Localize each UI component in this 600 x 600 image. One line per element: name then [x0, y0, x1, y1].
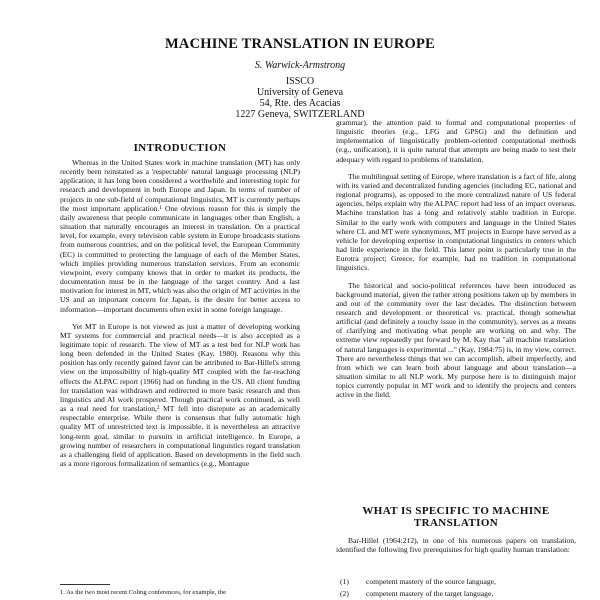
list-item-number: (2) — [340, 589, 349, 598]
paragraph: The historical and socio-political references have been introduced as background material, given the rather strong positions taken up by members in and out of the community over the last decades. The distinction between research and development or theoretical vs. practical, though somewhat artificial (and definitely a touchy issue in the community), serves as a means of clarifying and motivating what people are working on and why. The extreme view repeatedly put forward by M. Kay that "all machine translation of natural languages is experimental ..." (Kay, 1984:75) is, in my view, correct. There are nevertheless things that we can accomplish, albeit imperfectly, and from which we can learn both about language and about translation—a situation similar to all NLP work. My purpose here is to distinguish major topics currently popular in MT work and to identify the projects and centers active in the field. — [336, 280, 576, 400]
affiliation-line: ISSCO — [285, 76, 315, 87]
affiliation-line: 1227 Geneva, SWITZERLAND — [235, 109, 365, 120]
affiliation-line: University of Geneva — [256, 87, 344, 98]
author-affiliation — [0, 76, 600, 120]
footnote: 1. As the two most recent Coling conferences, for example, the — [60, 589, 227, 596]
paragraph: Whereas in the United States work in machine translation (MT) has only recently been reinstated as a 'respectable' natural language processing (NLP) application, it has long been considered a worthwhile and interesting topic for research and development in both Europe and Japan. In terms of number of projects in one sub-field of computational linguistics, MT is currently perhaps the most important application.¹ One obvious reason for this is simply the daily awareness that people communicate in languages other than English, a situation that naturally encourages an interest in translation. On a practical level, for example, every television cable system in Europe broadcasts stations from numerous countries, and on the political level, the European Community (EC) is committed to protecting the language of each of the Member States, which implies providing numerous translation services. From an economic viewpoint, every company knows that in order to market its products, the documentation must be in the language of the target country. And a last motivation for interest in MT, which was also the origin of MT activities in the US and an important concern for Japan, is the desire for better access to information—important documents often exist in some foreign language. — [60, 158, 300, 314]
right-column-body-lower — [336, 536, 576, 562]
paper-title: MACHINE TRANSLATION IN EUROPE — [165, 36, 435, 52]
paper-author: S. Warwick-Armstrong — [254, 60, 346, 71]
section-heading-introduction: INTRODUCTION — [133, 142, 227, 154]
paragraph: The multilingual setting of Europe, where translation is a fact of life, along with its varied and decentralized funding agencies (including EC, national and regional programs), as opposed to the more centralized nature of US federal agencies, helps explain why the ALPAC report had less of an impact overseas. Machine translation has a long and relatively stable tradition in Europe. Similar to the early work with computers and language in the United States where CL and MT were synonymous, MT projects in Europe have served as a vehicle for developing expertise in computational linguistics in centers which had little experience in the field. This latter point is particularly true in the Eurotra project; Greece, for example, had no tradition in computational linguistics. — [336, 171, 576, 273]
footnote-divider — [60, 584, 110, 585]
list-item — [336, 588, 576, 600]
list-item — [336, 576, 576, 588]
paragraph: Bar-Hillel (1964:212), in one of his numerous papers on translation, identified the following five prerequisites for high quality human translation: — [336, 536, 576, 555]
paragraph: Yet MT in Europe is not viewed as just a matter of developing working MT systems for commercial and practical needs—it is also accepted as a legitimate topic of research. The view of MT as a test bed for NLP work has long been defended in the United States (Kay, 1980). Reasons why this position has only recently gained favor can be attributed to Bar-Hillel's strong view on the impossibility of high-quality MT coupled with the far-reaching effects the ALPAC report (1966) had on funding in the US. All client funding for translation was withdrawn and redirected to more basic research and thus linguistics and AI work prospered. Though practical work continued, as well as a real need for translation,² MT fell into disrepute as an academically respectable enterprise. While there is consensus that fully automatic high quality MT of unrestricted text is impossible, it is nevertheless an attractive long-term goal, similar to pursuits in artificial intelligence. In Europe, a growing number of researchers in computational linguistics regard translation as a challenging field of application. Based on developments in the field such as a more rigorous formalization of semantics (e.g., Montague — [60, 321, 300, 468]
list-item-text: competent mastery of the target language, — [366, 589, 494, 598]
prerequisite-list — [336, 576, 576, 600]
affiliation-line: 54, Rte. des Acacias — [259, 98, 341, 109]
right-column-body — [336, 118, 576, 408]
list-item-text: competent mastery of the source language, — [366, 577, 496, 586]
list-item-number: (1) — [340, 577, 349, 586]
section-heading-specific: WHAT IS SPECIFIC TO MACHINE TRANSLATION — [362, 505, 550, 529]
paragraph: grammar), the attention paid to formal and computational properties of linguistic theories (e.g., LFG and GPSG) and the definition and implementation of linguistically problem-oriented computational methods (e.g., unification), it is quite natural that attempts are being made to test their adequacy with regard to problems of translation. — [336, 118, 576, 164]
left-column-body — [60, 158, 300, 476]
